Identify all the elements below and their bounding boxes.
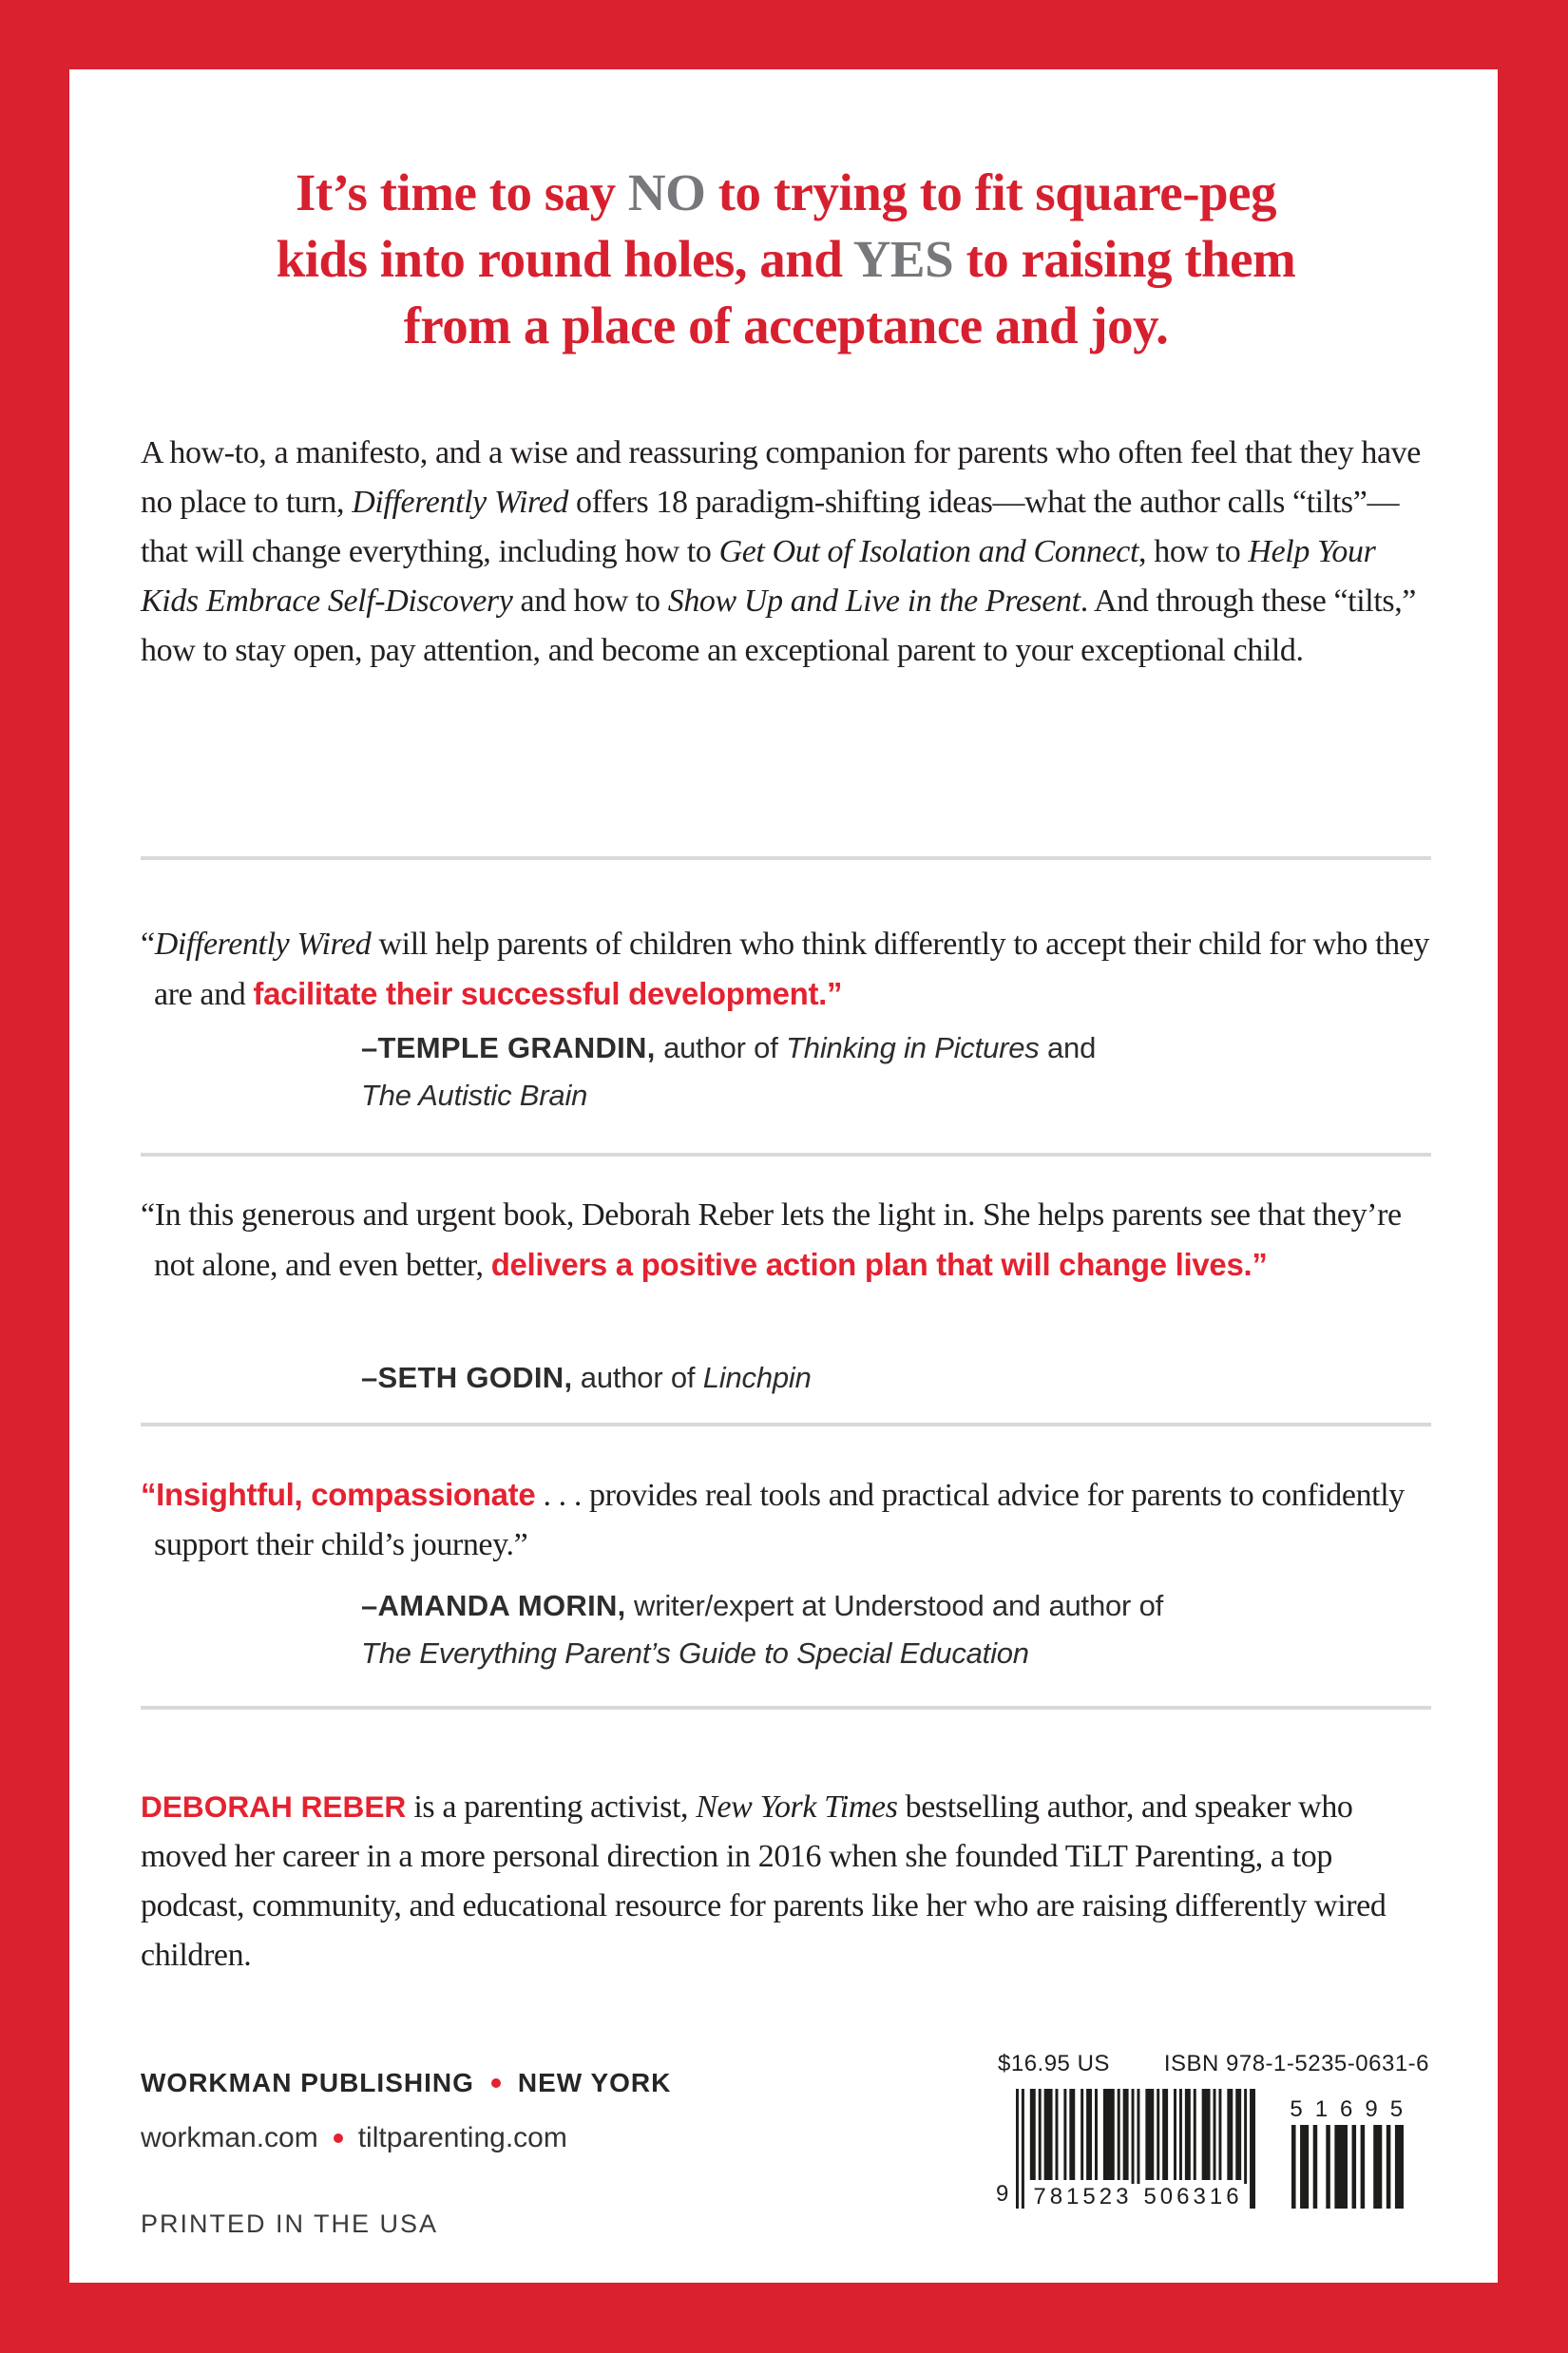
ean-digits (1027, 2184, 1244, 2210)
publisher-name: WORKMAN PUBLISHING (141, 2068, 474, 2097)
ean-digit-group: 506316 (1138, 2184, 1248, 2210)
attribution-seth-godin: –SETH GODIN, author of Linchpin (361, 1361, 812, 1394)
barcode-bars-icon (1291, 2125, 1404, 2209)
ean-barcode (996, 2089, 1255, 2209)
bullet-icon (491, 2078, 501, 2088)
price-label: $16.95 US (998, 2051, 1110, 2076)
quote-amanda-morin: “Insightful, compassionate . . . provides real tools and practical advice for parents to confidently support their child’s journey.” (141, 1477, 1405, 1562)
barcode-row (996, 2089, 1431, 2209)
divider (141, 856, 1431, 860)
price-isbn-row (996, 2051, 1431, 2077)
divider (141, 1153, 1431, 1157)
isbn-label: ISBN 978-1-5235-0631-6 (1163, 2051, 1429, 2076)
author-bio: DEBORAH REBER is a parenting activist, New York Times bestselling author, and speaker who moved her career in a more personal direction in 2016 when she founded TiLT Parenting, a top podcast, community, and educational resource for parents like her who are raising differently wired children. (141, 1789, 1386, 1973)
divider (141, 1423, 1431, 1426)
attribution-amanda-morin: –AMANDA MORIN, writer/expert at Understood and author of The Everything Parent’s Guide to Special Education (361, 1589, 1164, 1670)
headline: It’s time to say NO to trying to fit square-peg kids into round holes, and YES to raising them from a place of acceptance and joy. (276, 163, 1296, 354)
ean-bars (1016, 2089, 1255, 2209)
quote-temple-grandin: “Differently Wired will help parents of children who think differently to accept their child for who they are and facilitate their successful development.” (141, 927, 1430, 1012)
ean-digit-group: 781523 (1027, 2184, 1138, 2210)
supplement-barcode (1280, 2096, 1415, 2209)
publisher-city: NEW YORK (517, 2068, 672, 2097)
ean-lead-digit: 9 (996, 2181, 1009, 2207)
barcode-block (996, 2051, 1431, 2209)
intro-paragraph: A how-to, a manifesto, and a wise and reassuring companion for parents who often feel that they have no place to turn, Differently Wired offers 18 paradigm-shifting ideas—what the author calls “tilts”—that will change everything, including how to Get Out of Isolation and Connect, how to Help Your Kids Embrace Self-Discovery and how to Show Up and Live in the Present. And through these “tilts,” how to stay open, pay attention, and become an exceptional parent to your exceptional child. (141, 435, 1421, 668)
cover-panel (69, 69, 1498, 2283)
supplement-digits: 51695 (1290, 2096, 1416, 2122)
workman-url: workman.com (141, 2122, 318, 2153)
bullet-icon (334, 2133, 343, 2143)
divider (141, 1706, 1431, 1710)
printed-in-usa: PRINTED IN THE USA (141, 2210, 439, 2238)
quote-seth-godin: “In this generous and urgent book, Deborah Reber lets the light in. She helps parents see that they’re not alone, and even better, delivers a positive action plan that will change lives.” (141, 1197, 1402, 1283)
tiltparenting-url: tiltparenting.com (357, 2122, 567, 2153)
attribution-temple-grandin: –TEMPLE GRANDIN, author of Thinking in Pictures and The Autistic Brain (361, 1031, 1097, 1112)
